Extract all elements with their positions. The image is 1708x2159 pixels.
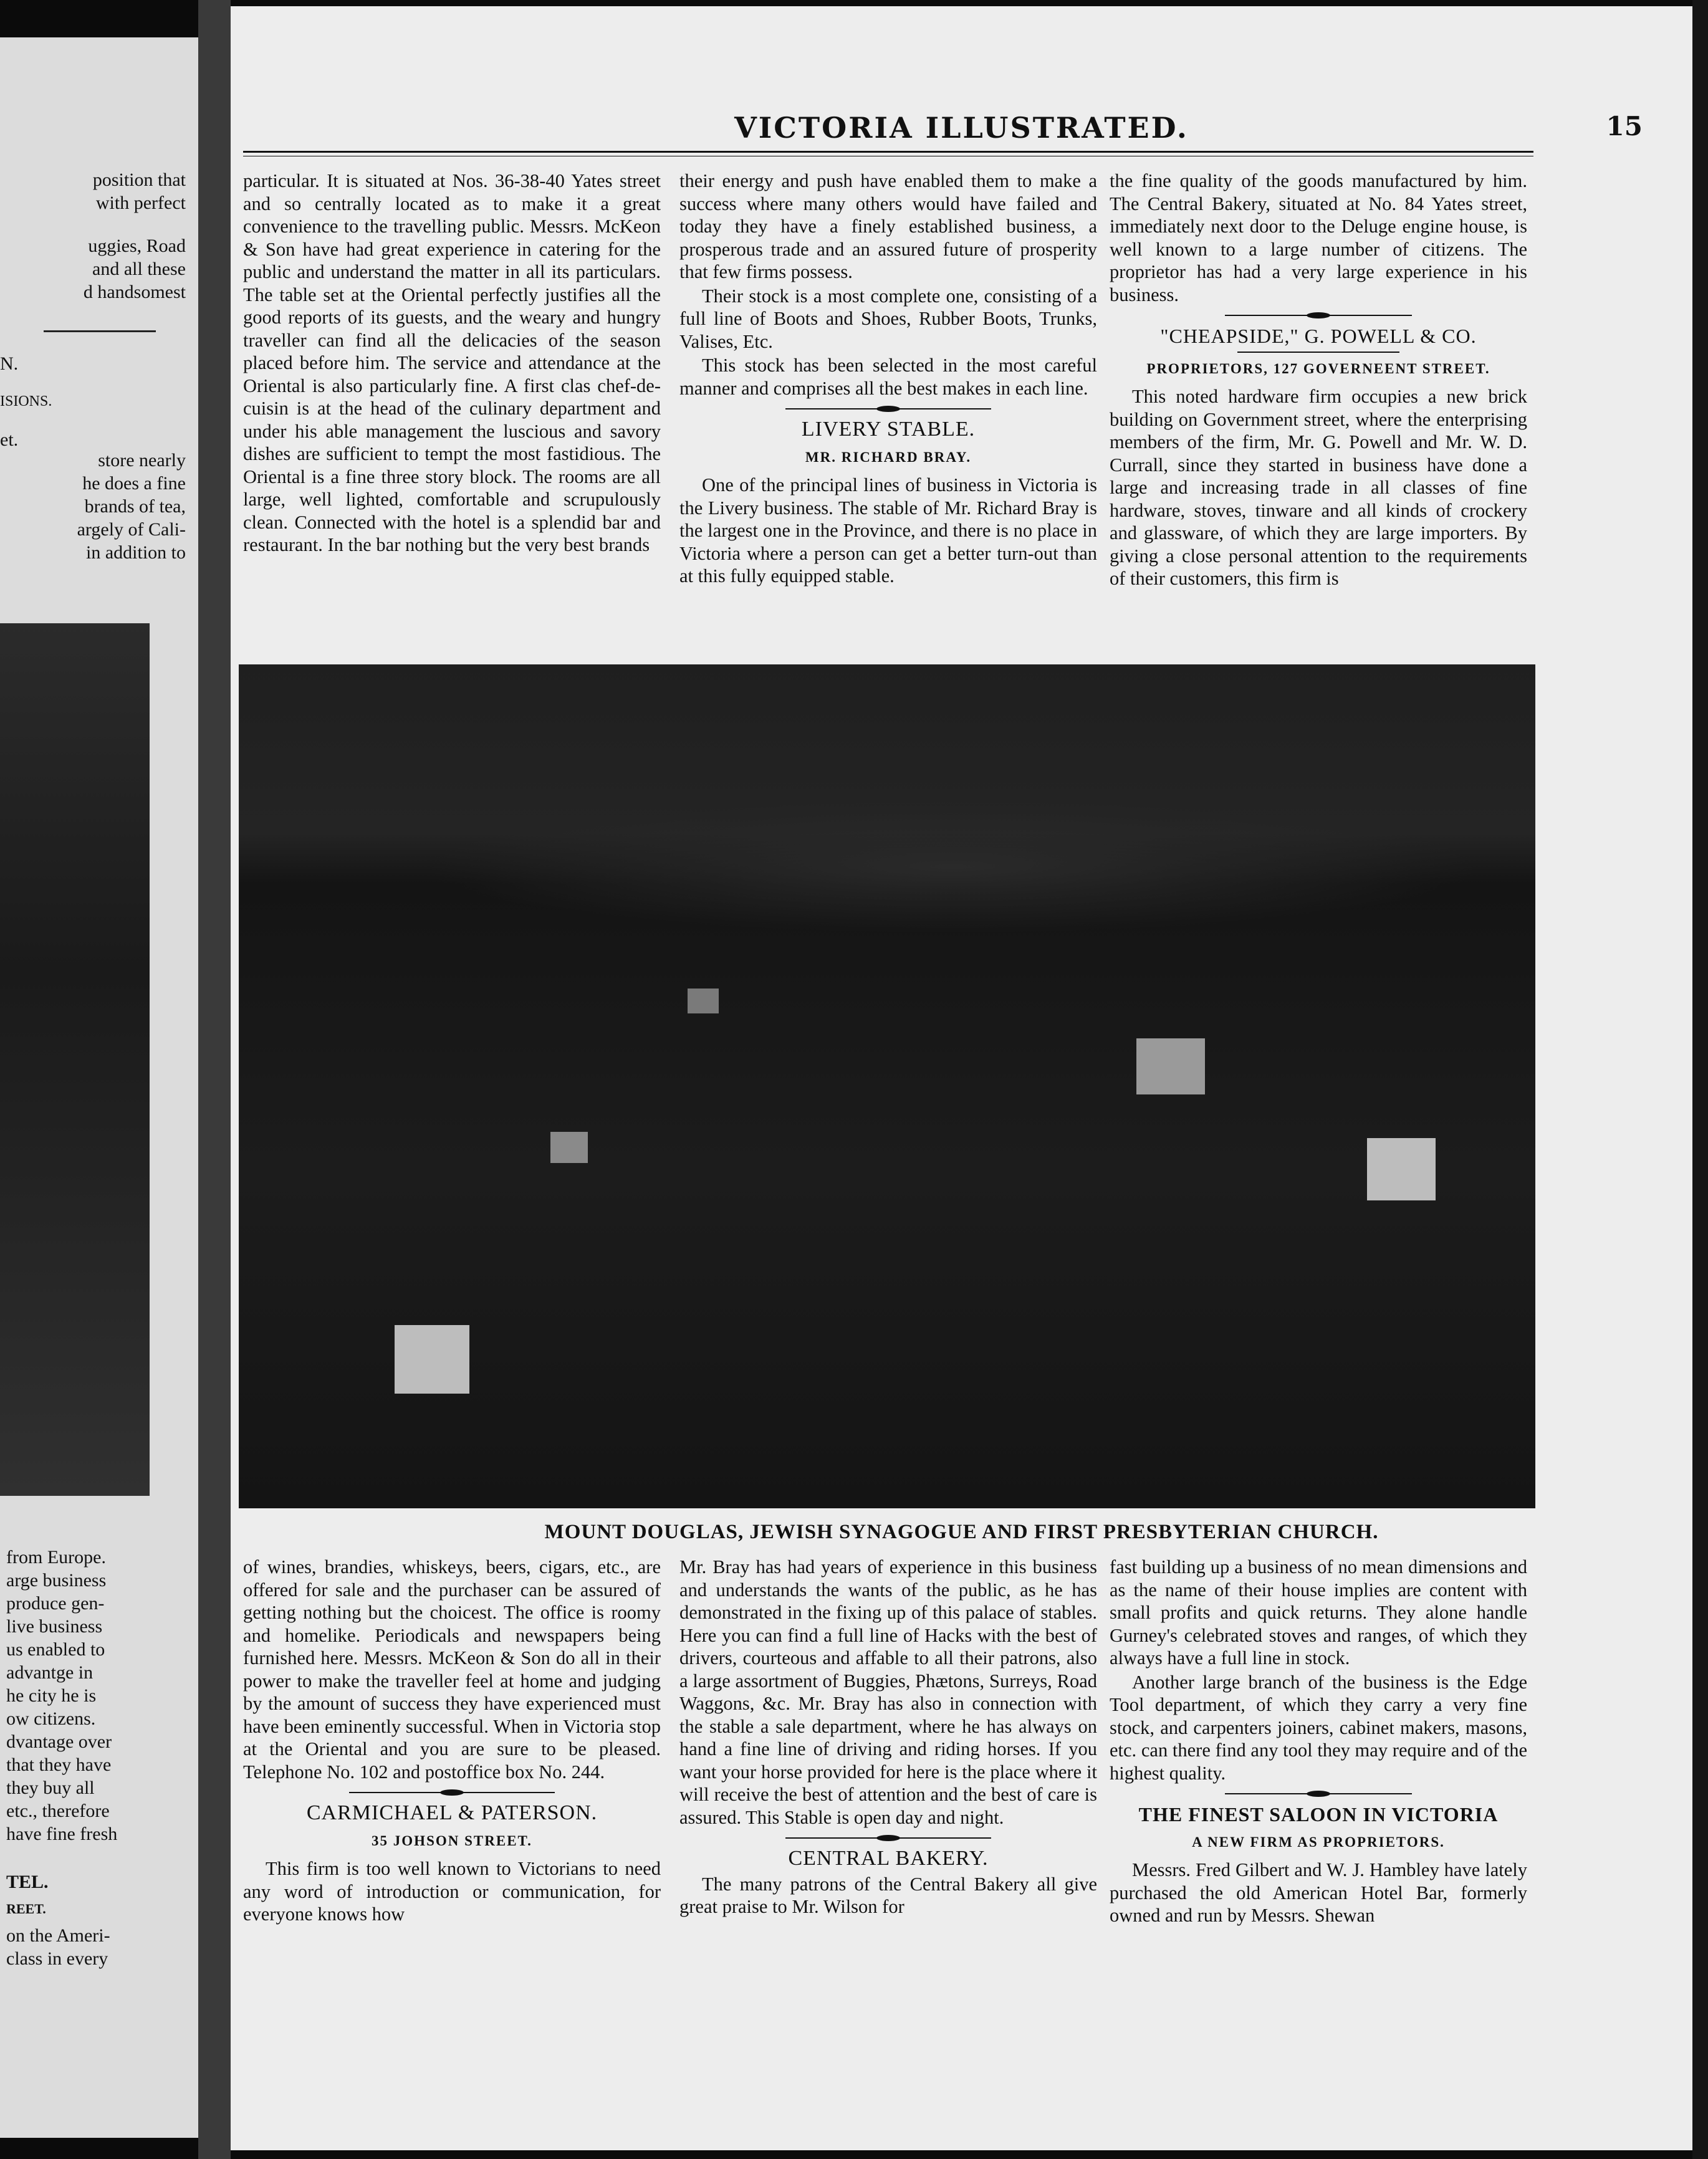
section-ornament — [785, 406, 991, 412]
article-text: This firm is too well known to Victorians to need any word of introduction or communication, for everyone knows how — [243, 1858, 661, 1925]
section-subhead: 35 JOHSON STREET. — [372, 1832, 532, 1849]
article-text: This stock has been selected in the most careful manner and comprises all the best makes in each line. — [679, 355, 1097, 399]
section-heading: "CHEAPSIDE," G. POWELL & CO. — [1160, 325, 1477, 347]
article-text: of wines, brandies, whiskeys, beers, cigars, etc., are offered for sale and the purchaser can be assured of getting nothing but the choicest. The office is roomy and homelike. Periodicals and newspapers being furnished here. Messrs. McKeon & Son do all in their power to make the traveller feel at home and judging by the amount of success they have experienced must have been eminently successful. When in Victoria stop at the Oriental and you are sure to be pleased. Telephone No. 102 and postoffice box No. 244. — [243, 1556, 661, 1783]
section-ornament — [785, 1835, 991, 1841]
page-title: VICTORIA ILLUSTRATED. — [734, 111, 1189, 145]
page-gutter — [198, 0, 231, 2159]
column-2-top — [679, 170, 1097, 589]
facing-page — [0, 37, 198, 2138]
photo-building — [1136, 1038, 1205, 1094]
facing-page-rule — [44, 330, 156, 332]
article-text: the fine quality of the goods manufactured by him. The Central Bakery, situated at No. 84 Yates street, immediately next door to the Deluge engine house, is well known to a large number of citizens. The proprietor has had a very large experience in his business. — [1110, 170, 1527, 305]
section-heading: LIVERY STABLE. — [801, 418, 976, 441]
article-text: Their stock is a most complete one, consisting of a full line of Boots and Shoes, Rubber Boots, Trunks, Valises, Etc. — [679, 285, 1097, 352]
newspaper-page — [231, 6, 1692, 2150]
facing-page-mid-text: N. ISIONS. et. — [0, 353, 52, 450]
column-3-bottom — [1110, 1556, 1527, 1928]
section-subhead: PROPRIETORS, 127 GOVERNEENT STREET. — [1146, 360, 1490, 376]
section-heading: CARMICHAEL & PATERSON. — [306, 1801, 598, 1824]
facing-page-mid-text-2: store nearly he does a fine brands of tea, argely of Cali- in addition to — [77, 450, 186, 563]
scan-edge — [1692, 0, 1708, 2159]
photo-house — [395, 1325, 469, 1394]
article-text: The many patrons of the Central Bakery all give great praise to Mr. Wilson for — [679, 1873, 1097, 1917]
photo-building — [688, 989, 719, 1013]
section-subhead: MR. RICHARD BRAY. — [805, 449, 972, 465]
column-2-bottom — [679, 1556, 1097, 1920]
article-text: fast building up a business of no mean dimensions and as the name of their house implies are content with small profits and quick returns. They alone handle Gurney's celebrated stoves and ranges, of which they always have a full line in stock. — [1110, 1556, 1527, 1668]
column-3-top — [1110, 170, 1527, 591]
article-text: Mr. Bray has had years of experience in this business and understands the wants of the public, as he has demonstrated in the fixing up of this palace of stables. Here you can find a full line of Hacks with the best of drivers, courteous and affable to all their patrons, also a large assortment of Buggies, Phætons, Surreys, Road Waggons, &c. Mr. Bray has also in connection with the stable a sale department, where he has always on hand a fine line of driving and riding horses. If you want your horse provided for here is the place where it will receive the best of attention and the best of care is assured. This Stable is open day and night. — [679, 1556, 1097, 1828]
section-subhead: A NEW FIRM AS PROPRIETORS. — [1192, 1834, 1445, 1850]
column-1-top — [243, 170, 661, 558]
article-text: This noted hardware firm occupies a new brick building on Government street, where the enterprising members of the firm, Mr. G. Powell and Mr. W. D. Currall, since they started in business have done a large and increasing trade in all classes of fine hardware, stoves, tinware and all kinds of crockery and glassware, of which they are large importers. By giving a close personal attention to the requirements of their customers, this firm is — [1110, 386, 1527, 589]
article-text: Messrs. Fred Gilbert and W. J. Hambley have lately purchased the old American Hotel Bar, formerly owned and run by Messrs. Shewan — [1110, 1859, 1527, 1926]
page-number: 15 — [1606, 111, 1643, 141]
facing-page-photo — [0, 623, 150, 1496]
section-ornament — [1225, 312, 1412, 318]
facing-page-top-text: position that with perfect uggies, Road and all these d handsomest — [83, 170, 186, 302]
header-rule-top — [243, 151, 1533, 153]
article-text: Another large branch of the business is the Edge Tool department, of which they carry a very fine stock, and carpenters joiners, cabinet makers, masons, etc. can there find any tool they may require and of the highest quality. — [1110, 1671, 1527, 1784]
section-ornament — [1225, 1791, 1412, 1797]
city-photograph — [239, 664, 1535, 1508]
section-heading: THE FINEST SALOON IN VICTORIA — [1138, 1803, 1499, 1826]
section-ornament — [349, 1789, 555, 1796]
photo-house — [1367, 1138, 1436, 1200]
section-heading: CENTRAL BAKERY. — [788, 1847, 989, 1870]
article-text: One of the principal lines of business in Victoria is the Livery business. The stable of Mr. Richard Bray is the largest one in the Province, and there is no place in Victoria where a person can get a better turn-out than at this fully equipped stable. — [679, 474, 1097, 586]
running-header — [231, 100, 1692, 143]
column-1-bottom — [243, 1556, 661, 1927]
heading-rule — [1237, 352, 1399, 353]
article-text: their energy and push have enabled them to make a success where many others would have failed and today they have a finely established business, a prosperous trade and an assured future of prosperity that few firms possess. — [679, 170, 1097, 282]
facing-page-bottom-text: from Europe. arge business produce gen- live business us enabled to advantge in he city he is ow citizens. dvantage over that they have they buy all etc., therefore have fine fresh TEL. REET. on the Ameri- class in every — [6, 1547, 118, 1969]
article-text: particular. It is situated at Nos. 36-38-40 Yates street and so centrally located as to make it a great convenience to the travelling public. Messrs. McKeon & Son have had great experience in catering for the public and understand the matter in all its particulars. The table set at the Oriental perfectly justifies all the good reports of its guests, and the weary and hungry traveller can find all the delicacies of the season placed before him. The service and attendance at the Oriental is also particularly fine. A first clas chef-de-cuisin is at the head of the culinary department and under his able management the luscious and savory dishes are sufficient to tempt the most fastidious. The Oriental is a fine three story block. The rooms are all large, well lighted, comfortable and scrupulously clean. Connected with the hotel is a splendid bar and restaurant. In the bar nothing but the very best brands — [243, 170, 661, 555]
photo-building — [550, 1132, 588, 1163]
photo-caption: MOUNT DOUGLAS, JEWISH SYNAGOGUE AND FIRST PRESBYTERIAN CHURCH. — [544, 1521, 1379, 1543]
